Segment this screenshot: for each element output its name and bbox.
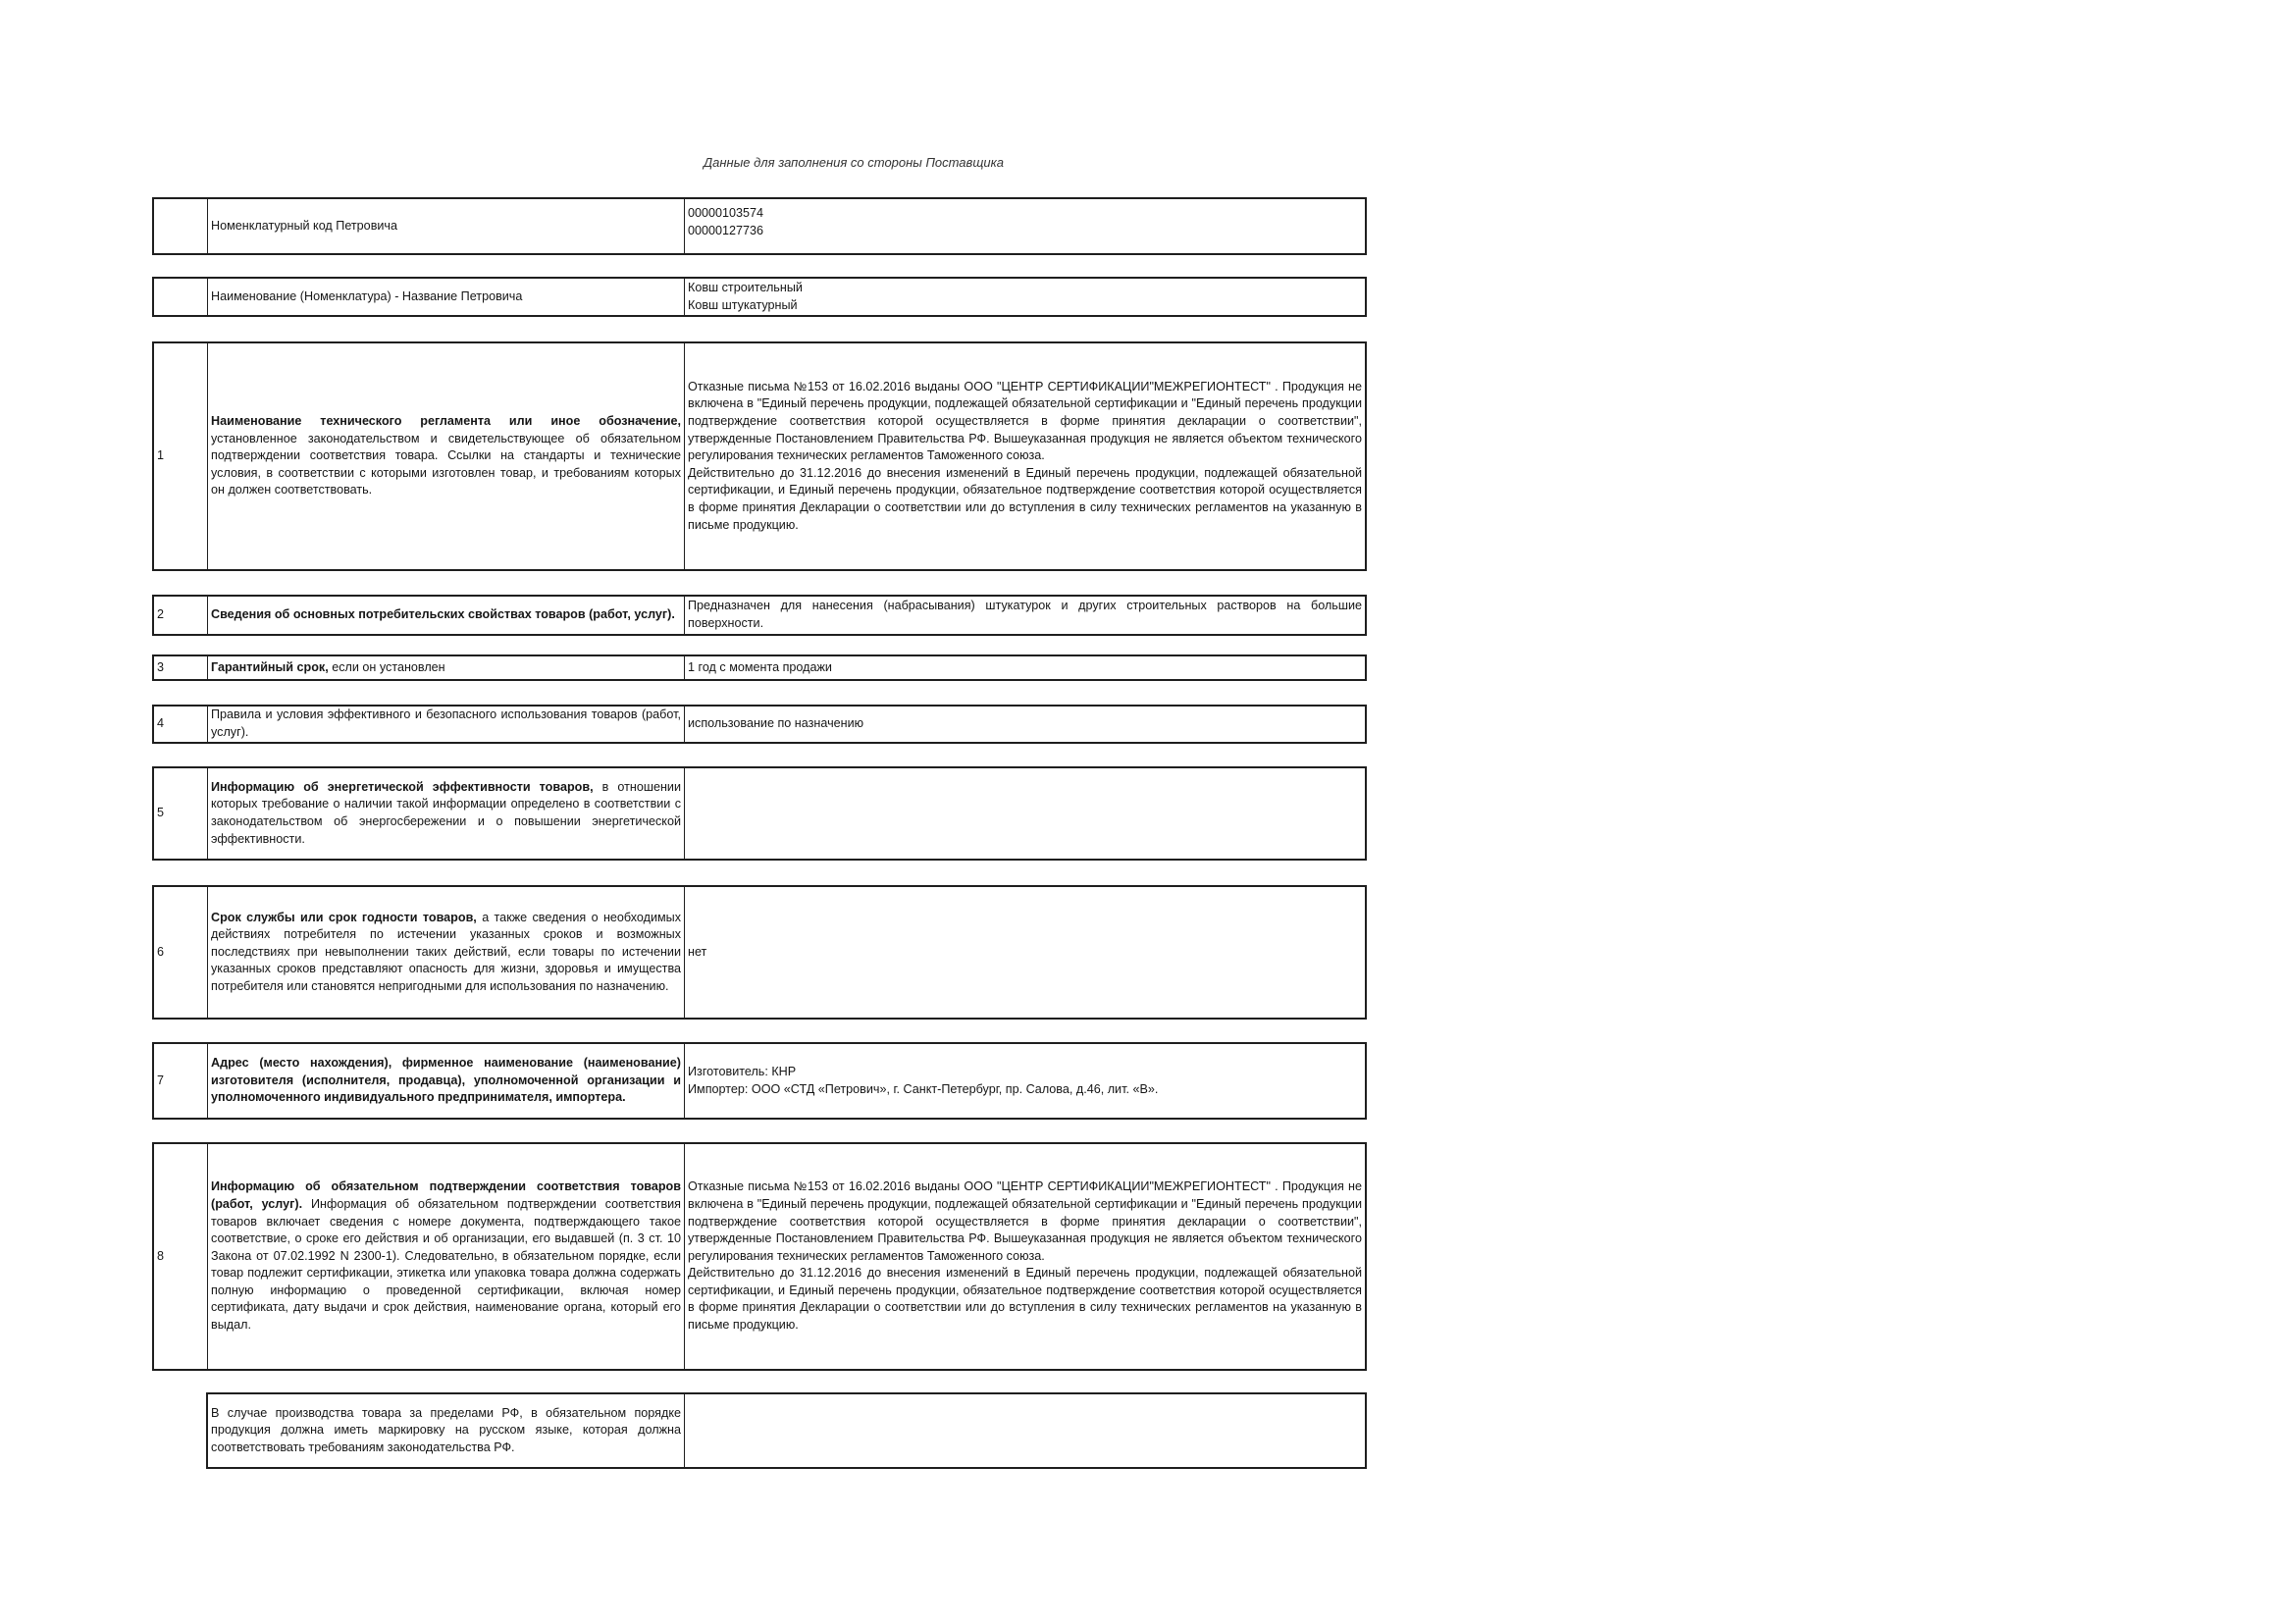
row-label-cell bbox=[208, 768, 685, 859]
row-value: 00000103574 00000127736 bbox=[688, 206, 764, 237]
page-title: Данные для заполнения со стороны Поставщика bbox=[704, 155, 1004, 170]
row-label-cell bbox=[208, 597, 685, 634]
row-label-cell bbox=[208, 199, 685, 253]
row-1 bbox=[152, 341, 1367, 571]
row-number-cell bbox=[154, 343, 208, 569]
row-label-rest: а также сведения о необходимых действиях потребителя по истечении указанных сроков и возможных последствиях при невыполнении таких действий, если товары по истечении указанных сроков представляют опасность для жизни, здоровья и имущества потребителя или становятся непригодными для использования по назначению. bbox=[211, 910, 682, 993]
row-value: использование по назначению bbox=[688, 716, 864, 731]
row-label bbox=[211, 779, 681, 848]
row-number: 8 bbox=[157, 1248, 165, 1263]
row-5 bbox=[152, 766, 1367, 861]
row-value-cell bbox=[685, 887, 1365, 1018]
row-label-bold: Наименование технического регламента или иное обозначение, bbox=[211, 414, 681, 429]
row-label bbox=[211, 1055, 681, 1107]
row-label-cell bbox=[208, 1044, 685, 1118]
row-number-cell bbox=[154, 656, 208, 679]
row-label-cell bbox=[208, 887, 685, 1018]
row-value: Отказные письма №153 от 16.02.2016 выданы ООО "ЦЕНТР СЕРТИФИКАЦИИ"МЕЖРЕГИОНТЕСТ" . Продукция не включена в "Единый перечень продукции, подлежащей обязательной сертификации и "Единый перечень продукции подтверждение соответствия которой осуществляется в форме принятия декларации о соответствии", утвержденные Постановлением Правительства РФ. Вышеуказанная продукция не является объектом технического регулирования технических регламентов Таможенного союза. Действительно до 31.12.2016 до внесения изменений в Единый перечень продукции, подлежащей обязательной сертификации, и Единый перечень продукции, обязательное подтверждение соответствия которой осуществляется в форме принятия Декларации о соответствии или до вступления в силу технических регламентов на указанную в письме продукцию. bbox=[688, 379, 1362, 532]
row-value-cell bbox=[685, 768, 1365, 859]
row-value-cell bbox=[685, 1144, 1365, 1369]
row-labeling bbox=[206, 1392, 1367, 1469]
row-number: 5 bbox=[157, 806, 165, 820]
row-label-rest: если он установлен bbox=[332, 659, 445, 674]
row-value: нет bbox=[688, 944, 707, 959]
row-value-cell bbox=[685, 1394, 1365, 1467]
row-label bbox=[211, 659, 681, 677]
row-7 bbox=[152, 1042, 1367, 1120]
row-6 bbox=[152, 885, 1367, 1020]
row-label: Правила и условия эффективного и безопасного использования товаров (работ, услуг). bbox=[211, 707, 681, 739]
row-value-cell bbox=[685, 199, 1365, 253]
row-value: 1 год с момента продажи bbox=[688, 659, 832, 674]
row-number: 1 bbox=[157, 448, 165, 463]
row-label bbox=[211, 413, 681, 499]
row-number-cell bbox=[154, 597, 208, 634]
row-number: 3 bbox=[157, 659, 165, 674]
row-label-rest: в отношении которых требование о наличии такой информации определено в соответствии с законодательством об энергосбережении и о повышении энергетической эффективности. bbox=[211, 779, 681, 846]
row-label: Номенклатурный код Петровича bbox=[211, 218, 397, 233]
row-value-cell bbox=[685, 1044, 1365, 1118]
row-label-bold: Срок службы или срок годности товаров, bbox=[211, 910, 477, 924]
row-number: 2 bbox=[157, 607, 165, 622]
row-label-cell bbox=[208, 656, 685, 679]
row-number-cell bbox=[154, 279, 208, 315]
row-label-bold: Сведения об основных потребительских свойствах товаров (работ, услуг). bbox=[211, 607, 675, 622]
row-number-cell bbox=[154, 1144, 208, 1369]
row-label-rest: установленное законодательством и свидетельствующее об обязательном подтверждении соответствия товара. Ссылки на стандарты и технические условия, в соответствии с которыми изготовлен товар, и требованиям которых он должен соответствовать. bbox=[211, 431, 681, 497]
row-value-cell bbox=[685, 656, 1365, 679]
row-label-bold: Адрес (место нахождения), фирменное наименование (наименование) изготовителя (исполнителя, продавца), уполномоченной организации и уполномоченного индивидуального предпринимателя, импортера. bbox=[211, 1056, 681, 1105]
row-value: Ковш строительный Ковш штукатурный bbox=[688, 280, 803, 312]
row-2 bbox=[152, 595, 1367, 636]
row-value: Изготовитель: КНР Импортер: ООО «СТД «Петрович», г. Санкт-Петербург, пр. Салова, д.46, лит. «В». bbox=[688, 1064, 1159, 1096]
row-value-cell bbox=[685, 279, 1365, 315]
row-value-cell bbox=[685, 707, 1365, 742]
row-number-cell bbox=[154, 199, 208, 253]
row-number: 4 bbox=[157, 716, 165, 731]
row-label-cell bbox=[208, 707, 685, 742]
row-label-bold: Информацию об энергетической эффективности товаров, bbox=[211, 779, 594, 794]
row-nomenclature-code bbox=[152, 197, 1367, 255]
row-label-cell bbox=[208, 1394, 685, 1467]
row-value: Предназначен для нанесения (набрасывания) штукатурок и других строительных растворов на большие поверхности. bbox=[688, 599, 1362, 630]
row-number-cell bbox=[154, 1044, 208, 1118]
row-3 bbox=[152, 654, 1367, 681]
row-number-cell bbox=[154, 768, 208, 859]
row-nomenclature-name bbox=[152, 277, 1367, 317]
row-number: 7 bbox=[157, 1073, 165, 1087]
row-label bbox=[211, 910, 681, 996]
row-label-cell bbox=[208, 279, 685, 315]
row-label bbox=[211, 606, 681, 624]
row-label-cell bbox=[208, 1144, 685, 1369]
row-value-cell bbox=[685, 597, 1365, 634]
row-label bbox=[211, 1178, 681, 1334]
row-number-cell bbox=[154, 887, 208, 1018]
row-number-cell bbox=[154, 707, 208, 742]
row-value-cell bbox=[685, 343, 1365, 569]
row-4 bbox=[152, 705, 1367, 744]
row-8 bbox=[152, 1142, 1367, 1371]
row-label: В случае производства товара за пределами РФ, в обязательном порядке продукция должна иметь маркировку на русском языке, которая должна соответствовать требованиям законодательства РФ. bbox=[211, 1405, 681, 1454]
row-label-rest: Информация об обязательном подтверждении соответствия товаров включает сведения с номере документа, подтверждающего такое соответствие, о сроке его действия и об организации, его выдавшей (п. 3 ст. 10 Закона от 07.02.1992 N 2300-1). Следовательно, в обязательном порядке, если товар подлежит сертификации, этикетка или упаковка товара должна содержать полную информацию о проведенной сертификации, включая номер сертификата, дату выдачи и срок действия, наименование органа, который его выдал. bbox=[211, 1196, 681, 1333]
row-label-bold: Информацию об обязательном подтверждении соответствия товаров (работ, услуг). bbox=[211, 1179, 681, 1211]
row-value: Отказные письма №153 от 16.02.2016 выданы ООО "ЦЕНТР СЕРТИФИКАЦИИ"МЕЖРЕГИОНТЕСТ" . Продукция не включена в "Единый перечень продукции, подлежащей обязательной сертификации и "Единый перечень продукции подтверждение соответствия которой осуществляется в форме принятия декларации о соответствии", утвержденные Постановлением Правительства РФ. Вышеуказанная продукция не является объектом технического регулирования технических регламентов Таможенного союза. Действительно до 31.12.2016 до внесения изменений в Единый перечень продукции, подлежащей обязательной сертификации, и Единый перечень продукции, обязательное подтверждение соответствия которой осуществляется в форме принятия Декларации о соответствии или до вступления в силу технических регламентов на указанную в письме продукцию. bbox=[688, 1179, 1362, 1333]
row-number: 6 bbox=[157, 944, 165, 959]
row-label-bold: Гарантийный срок, bbox=[211, 659, 329, 674]
row-label: Наименование (Номенклатура) - Название Петровича bbox=[211, 288, 523, 303]
row-label-cell bbox=[208, 343, 685, 569]
